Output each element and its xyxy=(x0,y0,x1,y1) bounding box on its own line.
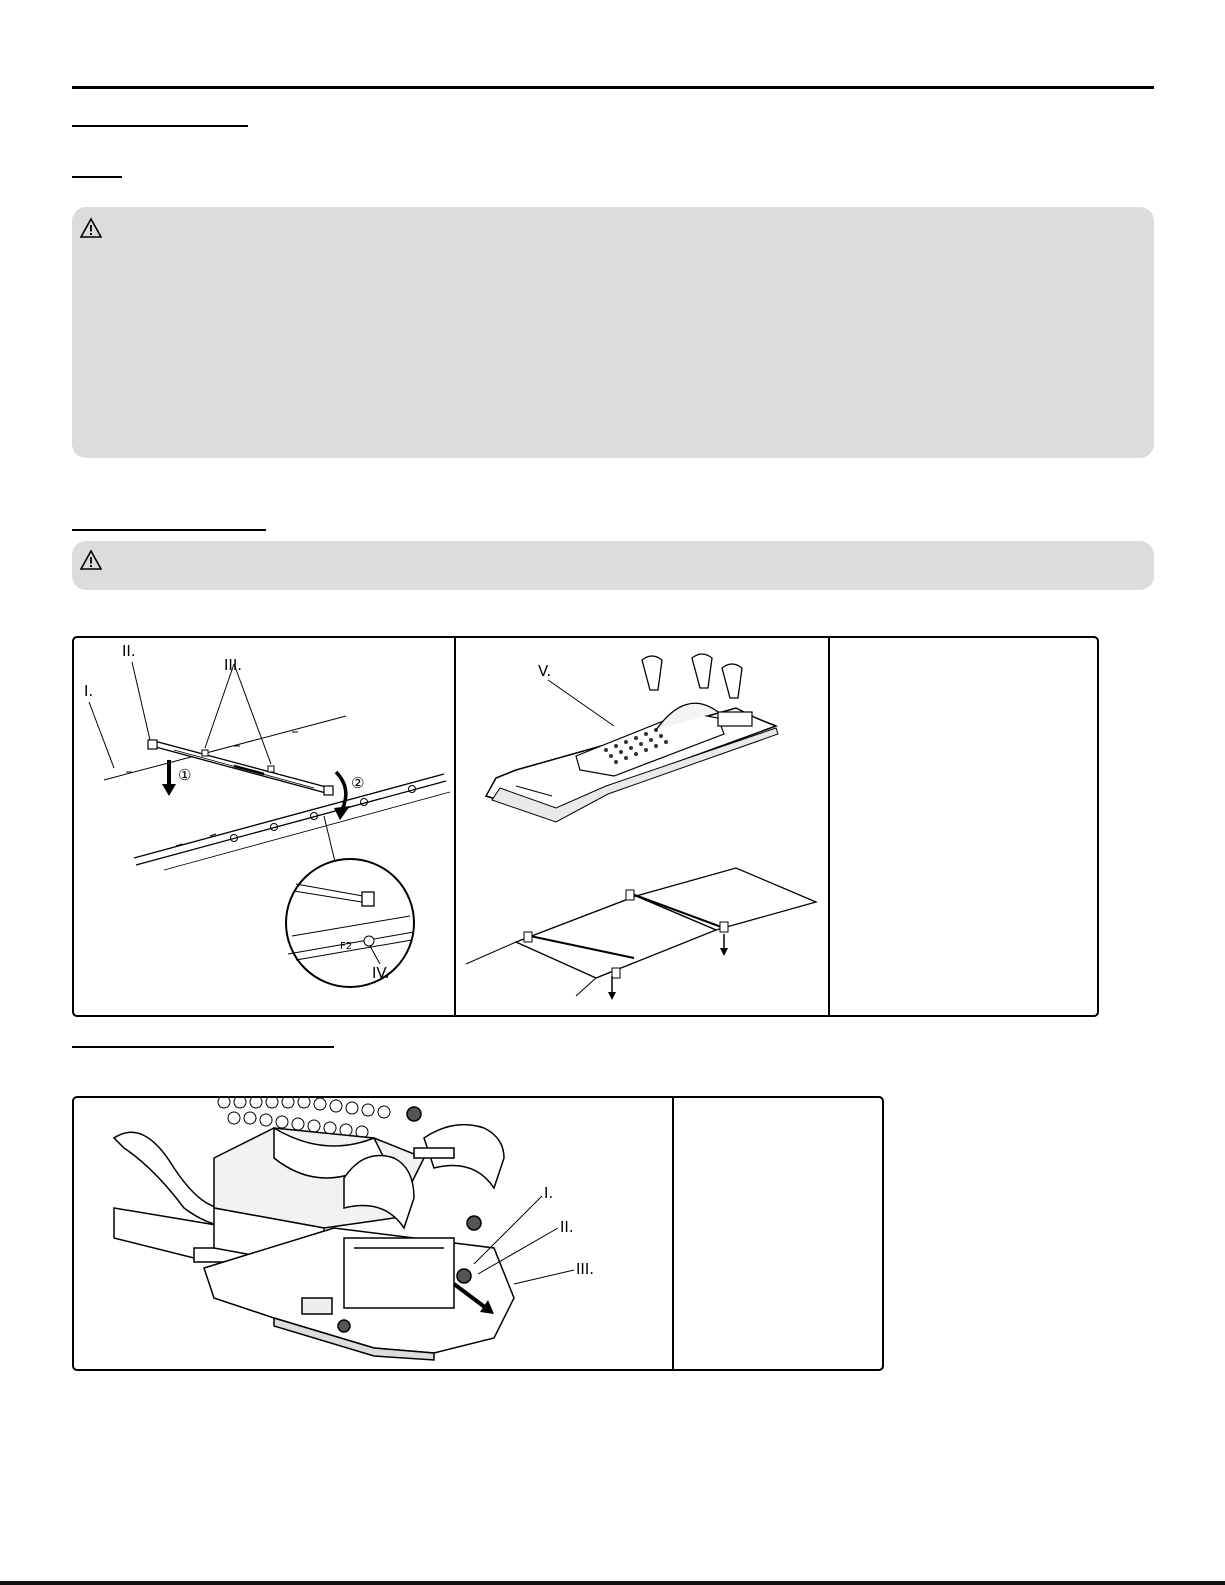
positioning-device xyxy=(486,654,778,822)
callout-item-2: II. xyxy=(560,1218,574,1236)
callout-rail: I. xyxy=(84,682,94,700)
subsection-heading-underline xyxy=(72,176,122,178)
callout-item-1: I. xyxy=(544,1184,554,1202)
bottom-rule xyxy=(0,1581,1225,1585)
section-heading-underline-3 xyxy=(72,1046,334,1048)
figure-text-panel-2 xyxy=(674,1098,882,1369)
figure-rail-adapter xyxy=(74,638,454,1015)
section-heading-underline-2 xyxy=(72,529,266,531)
figure-device-closeup xyxy=(74,1098,672,1369)
figure-device-on-table xyxy=(456,638,828,1015)
warning-icon-2 xyxy=(80,549,102,571)
adapter-bar xyxy=(148,740,333,795)
warning-box xyxy=(72,207,1154,458)
hole-marking: F2 xyxy=(340,941,353,952)
callout-hooks: III. xyxy=(224,656,243,674)
arrow-down-icon xyxy=(162,760,176,796)
lower-rail xyxy=(134,774,450,870)
step-1-label: ① xyxy=(178,766,192,784)
warning-icon xyxy=(80,217,102,239)
operating-table xyxy=(466,868,816,996)
callout-adapter: II. xyxy=(122,642,136,660)
callout-device: V. xyxy=(538,662,552,680)
step-2-label: ② xyxy=(351,774,365,792)
figure-strip-1 xyxy=(72,636,1099,1017)
figure-strip-2 xyxy=(72,1096,884,1371)
section-heading-underline xyxy=(72,125,248,127)
callout-hole: IV. xyxy=(372,964,390,982)
figure-text-panel xyxy=(830,638,1097,1015)
callout-item-3: III. xyxy=(576,1260,595,1278)
detail-zoom-circle xyxy=(286,859,414,987)
top-rule xyxy=(72,86,1154,89)
warning-box-2 xyxy=(72,541,1154,590)
rotate-arrow-icon xyxy=(334,772,350,820)
